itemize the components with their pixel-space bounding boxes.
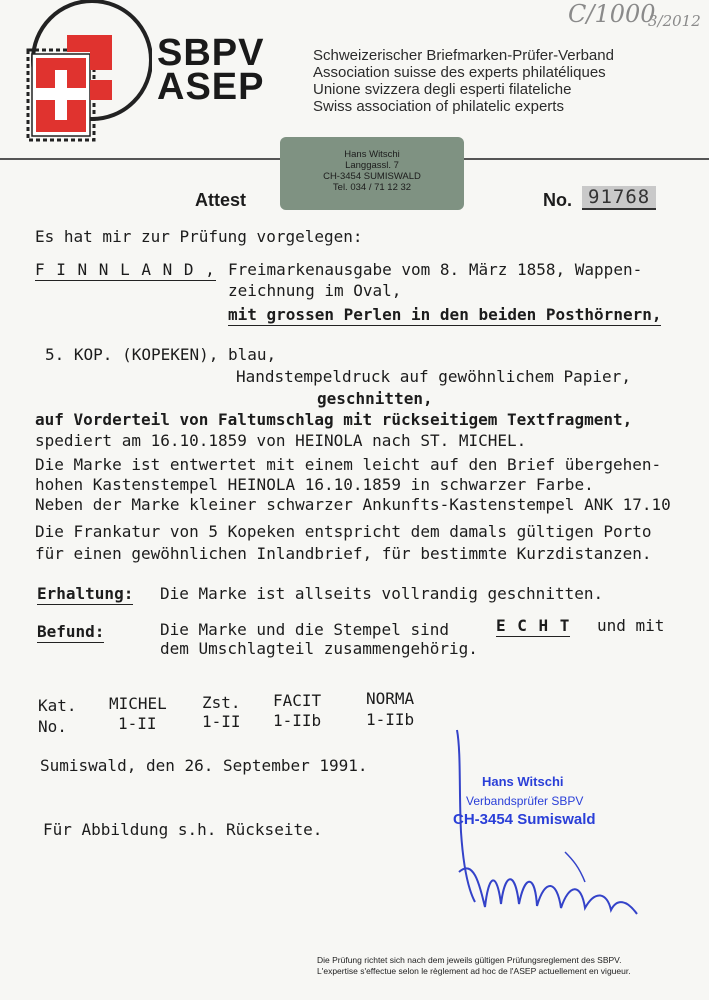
association-name-it: Unione svizzera degli esperti filateliche xyxy=(313,81,572,98)
stamp-arrival: Neben der Marke kleiner schwarzer Ankunfts-Kastenstempel ANK 17.10 xyxy=(35,495,671,514)
attest-label: Attest xyxy=(195,190,247,210)
address-stamp xyxy=(280,137,464,210)
catalog-header-michel: MICHEL xyxy=(109,694,167,713)
issue-line-3: mit grossen Perlen in den beiden Posthörnern, xyxy=(228,305,662,324)
finding-text-1: Die Marke und die Stempel sind xyxy=(160,620,449,639)
stamp-print: Handstempeldruck auf gewöhnlichem Papier, xyxy=(236,367,631,386)
catalog-zst-value: 1-II xyxy=(202,712,241,731)
number-label: No. xyxy=(543,190,572,210)
address-stamp-tel: Tel. 034 / 71 12 32 xyxy=(332,182,412,193)
catalog-header-norma: NORMA xyxy=(366,689,415,708)
stamp-sent: spediert am 16.10.1859 von HEINOLA nach ST. MICHEL. xyxy=(35,431,527,450)
pencil-note-right: 3/2012 xyxy=(648,12,701,30)
stamp-cut: geschnitten, xyxy=(317,389,433,408)
condition-label: Erhaltung: xyxy=(37,584,134,603)
finding-text-2: und mit xyxy=(597,616,665,635)
pencil-note-left: C/1000 xyxy=(568,0,656,28)
association-name-de: Schweizerischer Briefmarken-Prüfer-Verband xyxy=(313,47,614,64)
stamp-cancel-2: hohen Kastenstempel HEINOLA 16.10.1859 in schwarzer Farbe. xyxy=(35,475,594,494)
footer-line-1: Die Prüfung richtet sich nach dem jeweils gültigen Prüfungsreglement des SBPV. xyxy=(317,955,622,965)
address-stamp-city: CH-3454 SUMISWALD xyxy=(323,171,421,182)
association-name-fr: Association suisse des experts philatéliques xyxy=(313,64,606,81)
address-stamp-name: Hans Witschi xyxy=(344,149,400,160)
condition-text: Die Marke ist allseits vollrandig geschnitten. xyxy=(160,584,604,603)
footer-line-2: L'expertise s'effectue selon le règlement ad hoc de l'ASEP actuellement en vigueur. xyxy=(317,966,631,976)
franking-line-2: für einen gewöhnlichen Inlandbrief, für bestimmte Kurzdistanzen. xyxy=(35,544,652,563)
certificate-number: 91768 xyxy=(582,186,656,210)
signature-stamp-title: Verbandsprüfer SBPV xyxy=(466,794,584,808)
finding-text-3: dem Umschlagteil zusammengehörig. xyxy=(160,639,478,658)
country-name: F I N N L A N D , xyxy=(35,260,216,279)
franking-line-1: Die Frankatur von 5 Kopeken entspricht dem damals gültigen Porto xyxy=(35,522,652,541)
association-name-en: Swiss association of philatelic experts xyxy=(313,98,564,115)
logo-text-sbpv: SBPV xyxy=(157,32,265,74)
signature-stamp-name: Hans Witschi xyxy=(482,774,564,789)
catalog-header-zst: Zst. xyxy=(202,693,241,712)
stamp-cancel-1: Die Marke ist entwertet mit einem leicht auf den Brief übergehen- xyxy=(35,455,662,474)
intro-text: Es hat mir zur Prüfung vorgelegen: xyxy=(35,227,363,246)
stamp-cover: auf Vorderteil von Faltumschlag mit rückseitigem Textfragment, xyxy=(35,410,633,429)
catalog-facit-value: 1-IIb xyxy=(273,711,322,730)
catalog-row-no: No. xyxy=(38,717,67,736)
stamp-value: 5. KOP. (KOPEKEN), blau, xyxy=(45,345,277,364)
issue-line-2: zeichnung im Oval, xyxy=(228,281,402,300)
address-stamp-street: Langgassl. 7 xyxy=(345,160,399,171)
place-date: Sumiswald, den 26. September 1991. xyxy=(40,756,368,775)
catalog-michel-value: 1-II xyxy=(118,714,157,733)
logo-text-asep: ASEP xyxy=(157,66,265,108)
finding-echt: E C H T xyxy=(496,616,571,635)
sbpv-logo-icon xyxy=(12,0,152,150)
catalog-norma-value: 1-IIb xyxy=(366,710,415,729)
catalog-header-kat: Kat. xyxy=(38,696,77,715)
signature-stamp-city: CH-3454 Sumiswald xyxy=(453,811,596,828)
catalog-header-facit: FACIT xyxy=(273,691,322,710)
finding-label: Befund: xyxy=(37,622,105,641)
issue-line-1: Freimarkenausgabe vom 8. März 1858, Wappen- xyxy=(228,260,643,279)
illustration-note: Für Abbildung s.h. Rückseite. xyxy=(43,820,323,839)
handwritten-signature xyxy=(445,722,650,922)
